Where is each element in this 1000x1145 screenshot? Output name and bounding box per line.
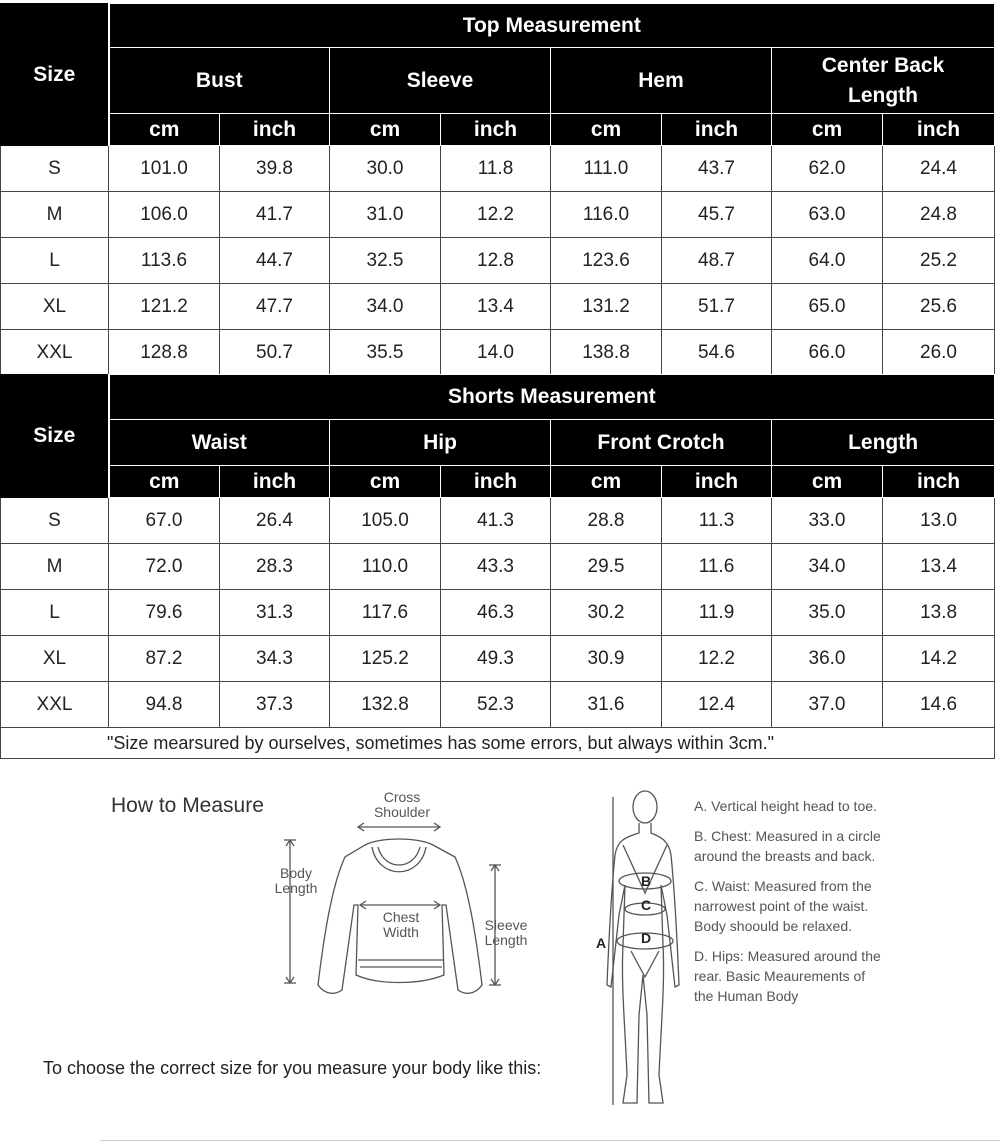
measurement-note (0, 728, 995, 759)
measurement-steps (694, 796, 884, 1016)
table-row (1, 682, 995, 728)
body-figure-diagram (595, 785, 690, 1120)
sleeve-header: Sleeve (330, 48, 551, 114)
value-cell: 25.6 (883, 284, 995, 330)
value-cell: 29.5 (551, 544, 662, 590)
label-line: Sleeve (484, 917, 528, 933)
value-cell: 79.6 (109, 590, 220, 636)
value-cell: 47.7 (220, 284, 330, 330)
value-cell: 87.2 (109, 636, 220, 682)
unit-label: inch (662, 114, 772, 146)
value-cell: 54.6 (662, 330, 772, 376)
cross-shoulder-label (362, 790, 442, 820)
value-cell: 13.8 (883, 590, 995, 636)
unit-label: cm (330, 114, 441, 146)
size-cell: M (1, 544, 109, 590)
sweater-diagram (270, 785, 540, 1020)
value-cell: 128.8 (109, 330, 220, 376)
value-cell: 65.0 (772, 284, 883, 330)
unit-row (1, 466, 995, 498)
table-row (1, 146, 995, 192)
value-cell: 63.0 (772, 192, 883, 238)
value-cell: 13.4 (883, 544, 995, 590)
size-cell: S (1, 498, 109, 544)
waist-header: Waist (109, 420, 330, 466)
value-cell: 43.3 (441, 544, 551, 590)
hip-header: Hip (330, 420, 551, 466)
label-line: Cross (383, 789, 421, 805)
unit-label: cm (772, 466, 883, 498)
value-cell: 31.6 (551, 682, 662, 728)
size-cell: XXL (1, 682, 109, 728)
step-b: B. Chest: Measured in a circle around the breasts and back. (694, 828, 881, 864)
value-cell: 66.0 (772, 330, 883, 376)
value-cell: 132.8 (330, 682, 441, 728)
value-cell: 43.7 (662, 146, 772, 192)
value-cell: 11.6 (662, 544, 772, 590)
marker-b: B (641, 873, 652, 889)
unit-label: inch (441, 466, 551, 498)
choose-size-instruction: To choose the correct size for you measure your body like this: (43, 1058, 542, 1078)
value-cell: 11.3 (662, 498, 772, 544)
size-cell: L (1, 238, 109, 284)
value-cell: 101.0 (109, 146, 220, 192)
value-cell: 121.2 (109, 284, 220, 330)
shorts-measurement-table (0, 374, 995, 728)
label-line: Shoulder (373, 804, 431, 820)
value-cell: 131.2 (551, 284, 662, 330)
value-cell: 33.0 (772, 498, 883, 544)
size-cell: XL (1, 284, 109, 330)
value-cell: 26.0 (883, 330, 995, 376)
value-cell: 11.8 (441, 146, 551, 192)
value-cell: 35.0 (772, 590, 883, 636)
size-header: Size (1, 4, 109, 146)
value-cell: 106.0 (109, 192, 220, 238)
value-cell: 14.2 (883, 636, 995, 682)
value-cell: 34.0 (330, 284, 441, 330)
label-line: Length (274, 880, 318, 896)
unit-row (1, 114, 995, 146)
value-cell: 26.4 (220, 498, 330, 544)
label-line: Length (484, 932, 528, 948)
value-cell: 13.0 (883, 498, 995, 544)
body-length-label (266, 866, 326, 896)
bust-header: Bust (109, 48, 330, 114)
value-cell: 14.0 (441, 330, 551, 376)
size-cell: M (1, 192, 109, 238)
length-header: Length (772, 420, 995, 466)
size-cell: L (1, 590, 109, 636)
value-cell: 46.3 (441, 590, 551, 636)
value-cell: 32.5 (330, 238, 441, 284)
value-cell: 44.7 (220, 238, 330, 284)
table-row (1, 590, 995, 636)
hem-header: Hem (551, 48, 772, 114)
value-cell: 123.6 (551, 238, 662, 284)
center-back-length-header: Center Back Length (772, 48, 995, 114)
table-row (1, 636, 995, 682)
size-header: Size (1, 375, 109, 498)
value-cell: 35.5 (330, 330, 441, 376)
value-cell: 45.7 (662, 192, 772, 238)
table-row (1, 544, 995, 590)
value-cell: 49.3 (441, 636, 551, 682)
unit-label: inch (883, 114, 995, 146)
value-cell: 41.7 (220, 192, 330, 238)
value-cell: 24.4 (883, 146, 995, 192)
value-cell: 12.4 (662, 682, 772, 728)
value-cell: 62.0 (772, 146, 883, 192)
value-cell: 28.3 (220, 544, 330, 590)
label-line: Chest (382, 909, 420, 925)
table-row (1, 238, 995, 284)
size-cell: XL (1, 636, 109, 682)
label-line: Body (280, 865, 312, 881)
top-measurement-table (0, 3, 995, 376)
value-cell: 24.8 (883, 192, 995, 238)
value-cell: 12.2 (441, 192, 551, 238)
divider (100, 1140, 1000, 1141)
unit-label: cm (330, 466, 441, 498)
front-crotch-header: Front Crotch (551, 420, 772, 466)
value-cell: 28.8 (551, 498, 662, 544)
value-cell: 30.9 (551, 636, 662, 682)
value-cell: 37.0 (772, 682, 883, 728)
step-a: A. Vertical height head to toe. (694, 798, 877, 814)
value-cell: 34.3 (220, 636, 330, 682)
value-cell: 25.2 (883, 238, 995, 284)
unit-label: inch (220, 114, 330, 146)
measurement-note-text: "Size mearsured by ourselves, sometimes has some errors, but always within 3cm." (107, 733, 775, 753)
unit-label: cm (551, 466, 662, 498)
value-cell: 64.0 (772, 238, 883, 284)
value-cell: 12.8 (441, 238, 551, 284)
value-cell: 138.8 (551, 330, 662, 376)
value-cell: 67.0 (109, 498, 220, 544)
unit-label: cm (109, 466, 220, 498)
value-cell: 72.0 (109, 544, 220, 590)
value-cell: 31.3 (220, 590, 330, 636)
value-cell: 39.8 (220, 146, 330, 192)
value-cell: 117.6 (330, 590, 441, 636)
unit-label: cm (551, 114, 662, 146)
unit-label: cm (772, 114, 883, 146)
value-cell: 105.0 (330, 498, 441, 544)
table-row (1, 284, 995, 330)
step-c: C. Waist: Measured from the narrowest point of the waist. Body shoould be relaxed. (694, 878, 872, 934)
value-cell: 31.0 (330, 192, 441, 238)
value-cell: 94.8 (109, 682, 220, 728)
value-cell: 52.3 (441, 682, 551, 728)
value-cell: 13.4 (441, 284, 551, 330)
value-cell: 30.0 (330, 146, 441, 192)
table-row (1, 192, 995, 238)
step-d: D. Hips: Measured around the rear. Basic Meaurements of the Human Body (694, 948, 881, 1004)
label-line: Width (383, 924, 419, 940)
unit-label: inch (883, 466, 995, 498)
value-cell: 110.0 (330, 544, 441, 590)
value-cell: 41.3 (441, 498, 551, 544)
value-cell: 113.6 (109, 238, 220, 284)
value-cell: 12.2 (662, 636, 772, 682)
value-cell: 48.7 (662, 238, 772, 284)
how-to-measure-heading: How to Measure (111, 794, 264, 817)
value-cell: 14.6 (883, 682, 995, 728)
value-cell: 111.0 (551, 146, 662, 192)
unit-label: inch (220, 466, 330, 498)
unit-label: inch (441, 114, 551, 146)
chest-width-label (371, 910, 431, 940)
size-cell: XXL (1, 330, 109, 376)
marker-c: C (641, 897, 652, 913)
unit-label: cm (109, 114, 220, 146)
value-cell: 116.0 (551, 192, 662, 238)
value-cell: 125.2 (330, 636, 441, 682)
value-cell: 34.0 (772, 544, 883, 590)
table-row (1, 498, 995, 544)
value-cell: 50.7 (220, 330, 330, 376)
value-cell: 36.0 (772, 636, 883, 682)
value-cell: 51.7 (662, 284, 772, 330)
marker-a: A (596, 935, 607, 951)
value-cell: 30.2 (551, 590, 662, 636)
marker-d: D (641, 930, 652, 946)
value-cell: 11.9 (662, 590, 772, 636)
shorts-measurement-title: Shorts Measurement (109, 375, 995, 420)
table-row (1, 330, 995, 376)
sleeve-length-label (474, 918, 538, 948)
size-cell: S (1, 146, 109, 192)
unit-label: inch (662, 466, 772, 498)
value-cell: 37.3 (220, 682, 330, 728)
top-measurement-title: Top Measurement (109, 4, 995, 48)
